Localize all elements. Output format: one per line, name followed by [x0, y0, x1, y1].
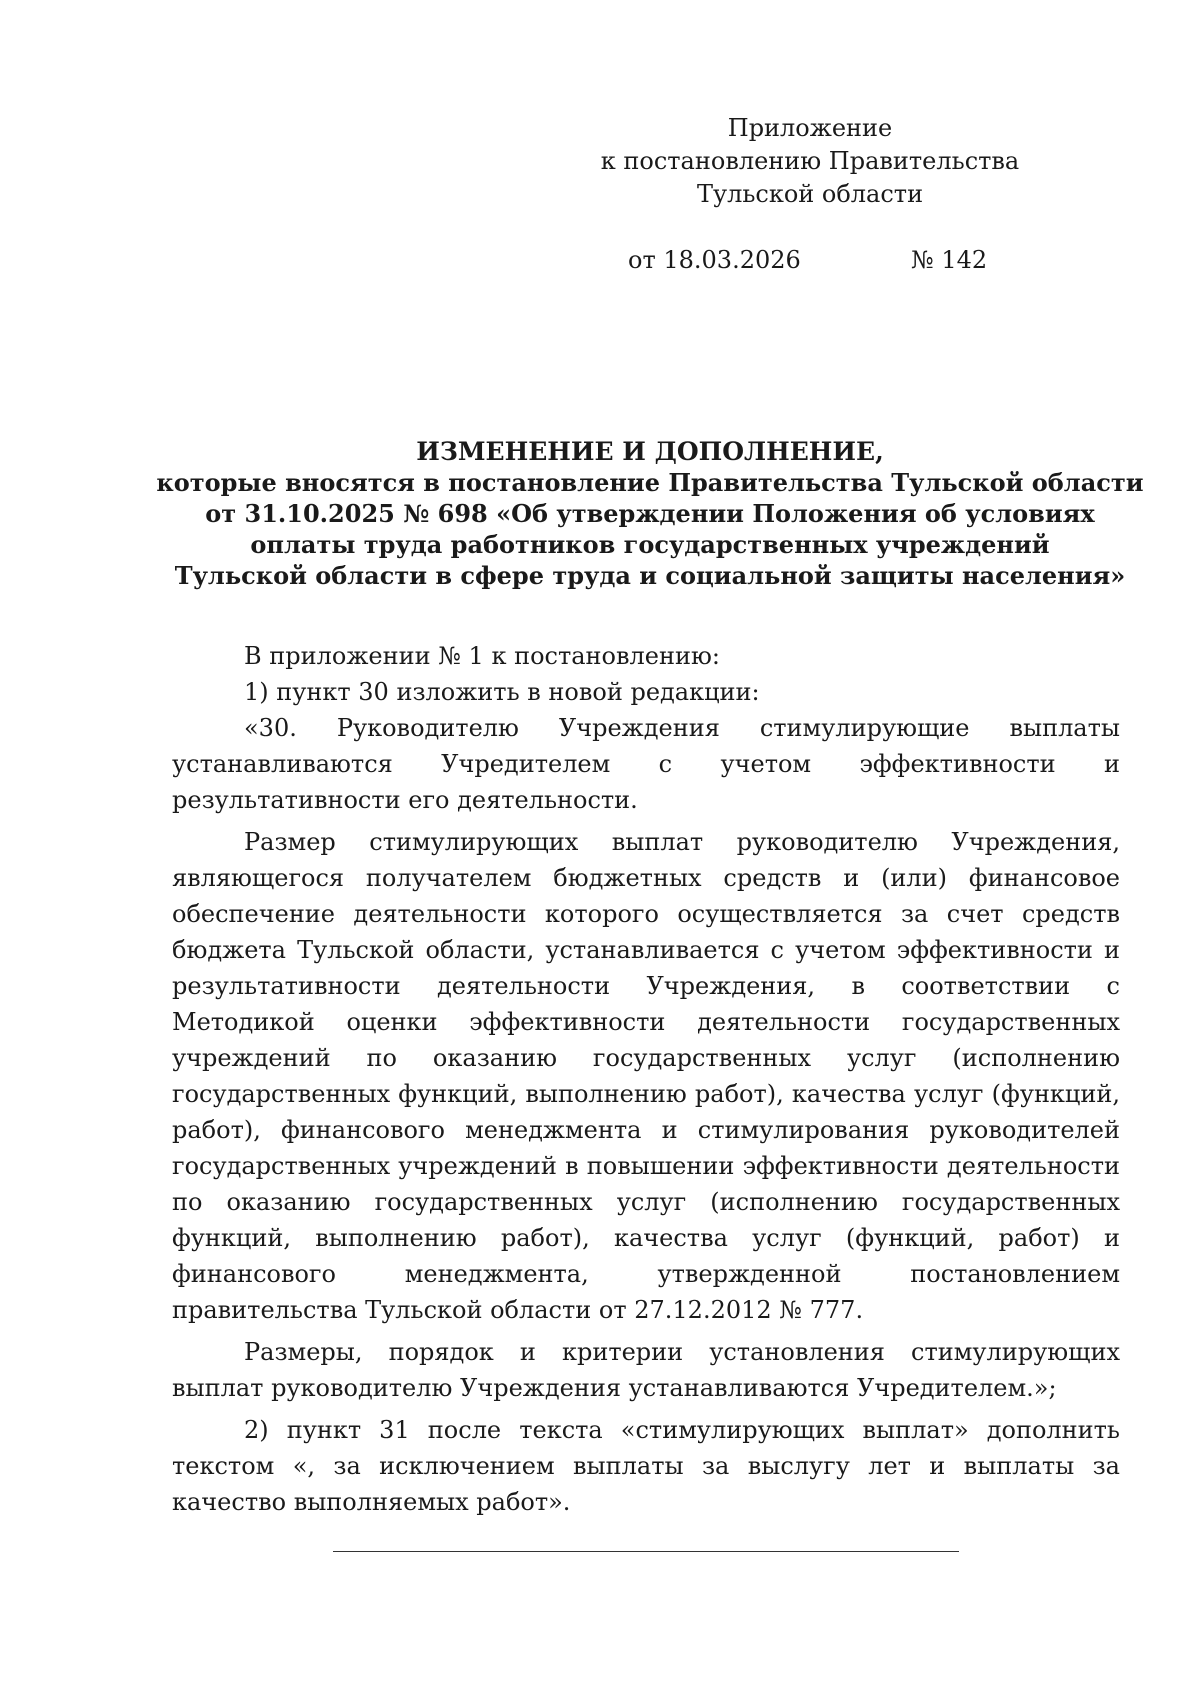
title-line-4: оплаты труда работников государственных учреждений — [250, 530, 1050, 559]
paragraph-bonus-size: Размер стимулирующих выплат руководителю Учреждения, являющегося получателем бюджетных средств и (или) финансовое обеспечение деятельности которого осуществляется за счет средств бюджета Тульской области, устанавливается с учетом эффективности и результативности деятельности Учреждения, в соответствии с Методикой оценки эффективности деятельности государственных учреждений по оказанию государственных услуг (исполнению государственных функций, выполнению работ), качества услуг (функций, работ), финансового менеджмента и стимулирования руководителей государственных учреждений в повышении эффективности деятельности по оказанию государственных услуг (исполнению государственных функций, выполнению работ), качества услуг (функций, работ) и финансового менеджмента, утвержденной постановлением правительства Тульской области от 27.12.2012 № 777. — [172, 828, 1120, 1324]
appendix-reference: к постановлению Правительства — [600, 147, 1020, 175]
resolution-date: от 18.03.2026 — [628, 246, 801, 274]
title-line-5: Тульской области в сфере труда и социальной защиты населения» — [174, 561, 1126, 590]
paragraph-item-1: 1) пункт 30 изложить в новой редакции: — [244, 678, 760, 706]
document-title — [100, 436, 1200, 591]
appendix-label: Приложение — [727, 114, 893, 142]
resolution-number: № 142 — [911, 246, 988, 274]
paragraph-item-2: 2) пункт 31 после текста «стимулирующих выплат» дополнить текстом «, за исключением выплаты за выслугу лет и выплаты за качество выполняемых работ». — [172, 1416, 1120, 1516]
title-main: ИЗМЕНЕНИЕ И ДОПОЛНЕНИЕ, — [416, 437, 884, 466]
paragraph-bonus-criteria: Размеры, порядок и критерии установления стимулирующих выплат руководителю Учреждения устанавливаются Учредителем.»; — [172, 1338, 1120, 1402]
title-line-2: которые вносятся в постановление Правительства Тульской области — [156, 468, 1144, 497]
document-body — [172, 638, 1120, 1520]
paragraph-intro: В приложении № 1 к постановлению: — [244, 642, 720, 670]
paragraph-point-30: «30. Руководителю Учреждения стимулирующие выплаты устанавливаются Учредителем с учетом эффективности и результативности его деятельности. — [172, 714, 1120, 814]
appendix-header — [600, 112, 1020, 211]
title-line-3: от 31.10.2025 № 698 «Об утверждении Положения об условиях — [205, 499, 1095, 528]
resolution-date-line — [628, 244, 988, 277]
end-separator-line — [333, 1551, 959, 1552]
appendix-region: Тульской области — [696, 180, 924, 208]
